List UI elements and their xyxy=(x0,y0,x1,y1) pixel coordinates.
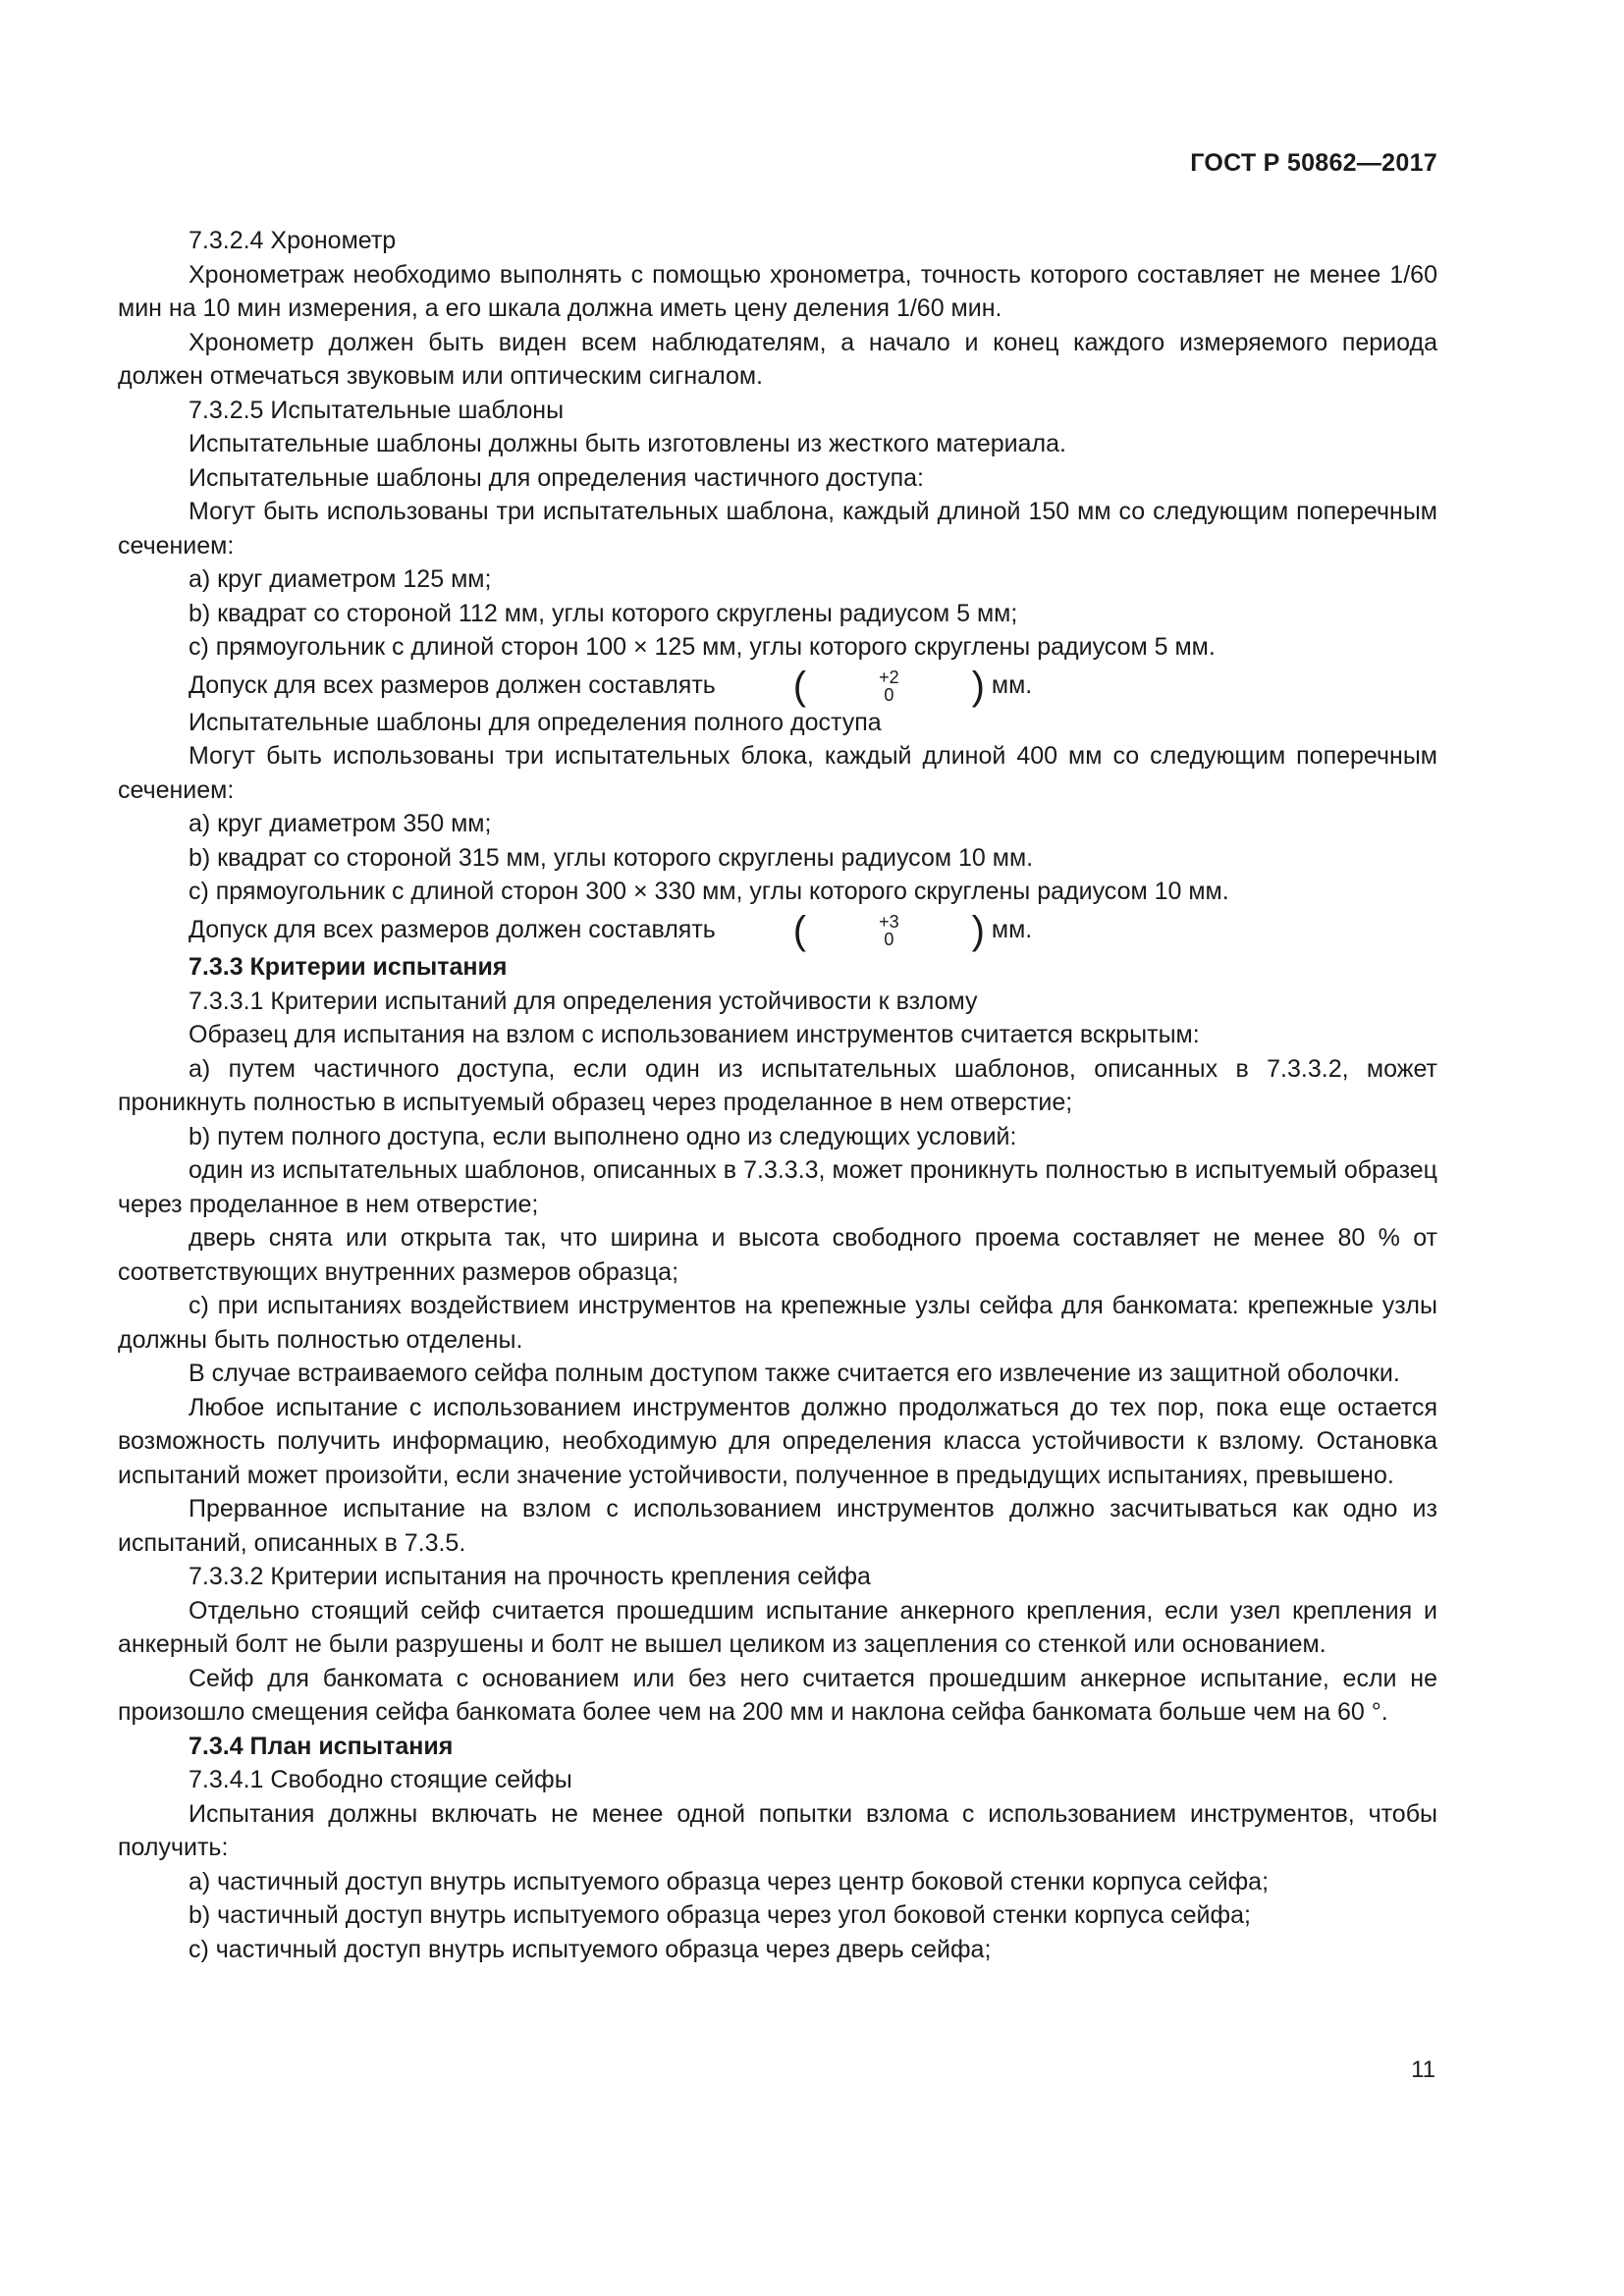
page-number: 11 xyxy=(1411,2056,1435,2083)
document-code-header: ГОСТ Р 50862—2017 xyxy=(1190,149,1437,177)
tolerance-unit: мм. xyxy=(991,670,1033,699)
paragraph: Могут быть использованы три испытательных шаблона, каждый длиной 150 мм со следующим поперечным сечением: xyxy=(118,498,1437,560)
paragraph: Хронометр должен быть виден всем наблюдателям, а начало и конец каждого измеряемого периода должен отмечаться звуковым или оптическим сигналом. xyxy=(118,328,1437,390)
paragraph: Отдельно стоящий сейф считается прошедшим испытание анкерного крепления, если узел крепления и анкерный болт не были разрушены и болт не вышел целиком из зацепления со стенкой или основанием. xyxy=(118,1596,1437,1659)
paragraph: Хронометраж необходимо выполнять с помощью хронометра, точность которого составляет не менее 1/60 мин на 10 мин измерения, а его шкала должна иметь цену деления 1/60 мин. xyxy=(118,260,1437,322)
list-item: c) прямоугольник с длиной сторон 300 × 330 мм, углы которого скруглены радиусом 10 мм. xyxy=(189,878,1229,906)
list-item: c) частичный доступ внутрь испытуемого образца через дверь сейфа; xyxy=(189,1935,992,1963)
section-heading-bold: 7.3.4 План испытания xyxy=(189,1732,454,1760)
paragraph: один из испытательных шаблонов, описанных в 7.3.3.3, может проникнуть полностью в испытуемый образец через проделанное в нем отверстие; xyxy=(118,1156,1437,1218)
section-heading-bold: 7.3.3 Критерии испытания xyxy=(189,953,508,982)
paragraph: Любое испытание с использованием инструментов должно продолжаться до тех пор, пока еще остается возможность получить информацию, необходимую для определения класса устойчивости к взлому. Остановка испытаний может произойти, если значение устойчивости, полученное в предыдущих испытаниях, превышено. xyxy=(118,1393,1437,1489)
tolerance-lower: 0 xyxy=(884,684,894,705)
tolerance-fraction xyxy=(808,913,899,948)
tolerance-fraction xyxy=(808,668,899,704)
paragraph: Прерванное испытание на взлом с использованием инструментов должно засчитываться как одно из испытаний, описанных в 7.3.5. xyxy=(118,1495,1437,1557)
list-item: a) путем частичного доступа, если один из испытательных шаблонов, описанных в 7.3.3.2, может проникнуть полностью в испытуемый образец через проделанное в нем отверстие; xyxy=(118,1054,1437,1117)
list-item: c) прямоугольник с длиной сторон 100 × 125 мм, углы которого скруглены радиусом 5 мм. xyxy=(189,633,1216,661)
list-item: b) квадрат со стороной 112 мм, углы которого скруглены радиусом 5 мм; xyxy=(189,599,1018,627)
tolerance-lower: 0 xyxy=(884,930,894,950)
paragraph: Испытательные шаблоны для определения полного доступа xyxy=(189,708,882,736)
list-item: a) частичный доступ внутрь испытуемого образца через центр боковой стенки корпуса сейфа; xyxy=(189,1867,1270,1896)
list-item: c) при испытаниях воздействием инструментов на крепежные узлы сейфа для банкомата: крепежные узлы должны быть полностью отделены. xyxy=(118,1292,1437,1354)
paragraph: Сейф для банкомата с основанием или без него считается прошедшим анкерное испытание, если не произошло смещения сейфа банкомата более чем на 200 мм и наклона сейфа банкомата больше чем на 60 °. xyxy=(118,1664,1437,1727)
paragraph: Испытательные шаблоны должны быть изготовлены из жесткого материала. xyxy=(189,430,1066,457)
list-item: b) путем полного доступа, если выполнено одно из следующих условий: xyxy=(189,1122,1017,1150)
paragraph: Испытательные шаблоны для определения частичного доступа: xyxy=(189,463,924,492)
tolerance-formula: ( +2 0 ) xyxy=(792,664,985,708)
paragraph: дверь снята или открыта так, что ширина и высота свободного проема составляет не менее 80 % от соответствующих внутренних размеров образца; xyxy=(118,1224,1437,1286)
tolerance-text: Допуск для всех размеров должен составлять xyxy=(189,670,716,699)
paragraph: Образец для испытания на взлом с использованием инструментов считается вскрытым: xyxy=(189,1021,1200,1049)
tolerance-formula: ( +3 0 ) xyxy=(792,909,985,953)
section-heading: 7.3.2.5 Испытательные шаблоны xyxy=(189,396,565,424)
tolerance-unit: мм. xyxy=(991,915,1033,943)
tolerance-paragraph xyxy=(118,665,1437,706)
tolerance-text: Допуск для всех размеров должен составлять xyxy=(189,915,716,943)
section-heading: 7.3.2.4 Хронометр xyxy=(189,227,397,254)
section-heading: 7.3.3.1 Критерии испытаний для определения устойчивости к взлому xyxy=(189,987,978,1015)
document-body xyxy=(118,224,1437,1966)
paragraph: Испытания должны включать не менее одной попытки взлома с использованием инструментов, чтобы получить: xyxy=(118,1799,1437,1862)
list-item: b) частичный доступ внутрь испытуемого образца через угол боковой стенки корпуса сейфа; xyxy=(189,1901,1251,1930)
section-heading: 7.3.3.2 Критерии испытания на прочность крепления сейфа xyxy=(189,1563,871,1591)
list-item: a) круг диаметром 125 мм; xyxy=(189,565,492,593)
tolerance-upper: +2 xyxy=(879,667,899,687)
tolerance-upper: +3 xyxy=(879,912,899,933)
tolerance-paragraph xyxy=(118,909,1437,953)
paragraph: Могут быть использованы три испытательных блока, каждый длиной 400 мм со следующим поперечным сечением: xyxy=(118,742,1437,804)
list-item: b) квадрат со стороной 315 мм, углы которого скруглены радиусом 10 мм. xyxy=(189,843,1034,872)
paragraph: В случае встраиваемого сейфа полным доступом также считается его извлечение из защитной оболочки. xyxy=(189,1360,1400,1388)
list-item: a) круг диаметром 350 мм; xyxy=(189,810,492,838)
section-heading: 7.3.4.1 Свободно стоящие сейфы xyxy=(189,1766,572,1794)
